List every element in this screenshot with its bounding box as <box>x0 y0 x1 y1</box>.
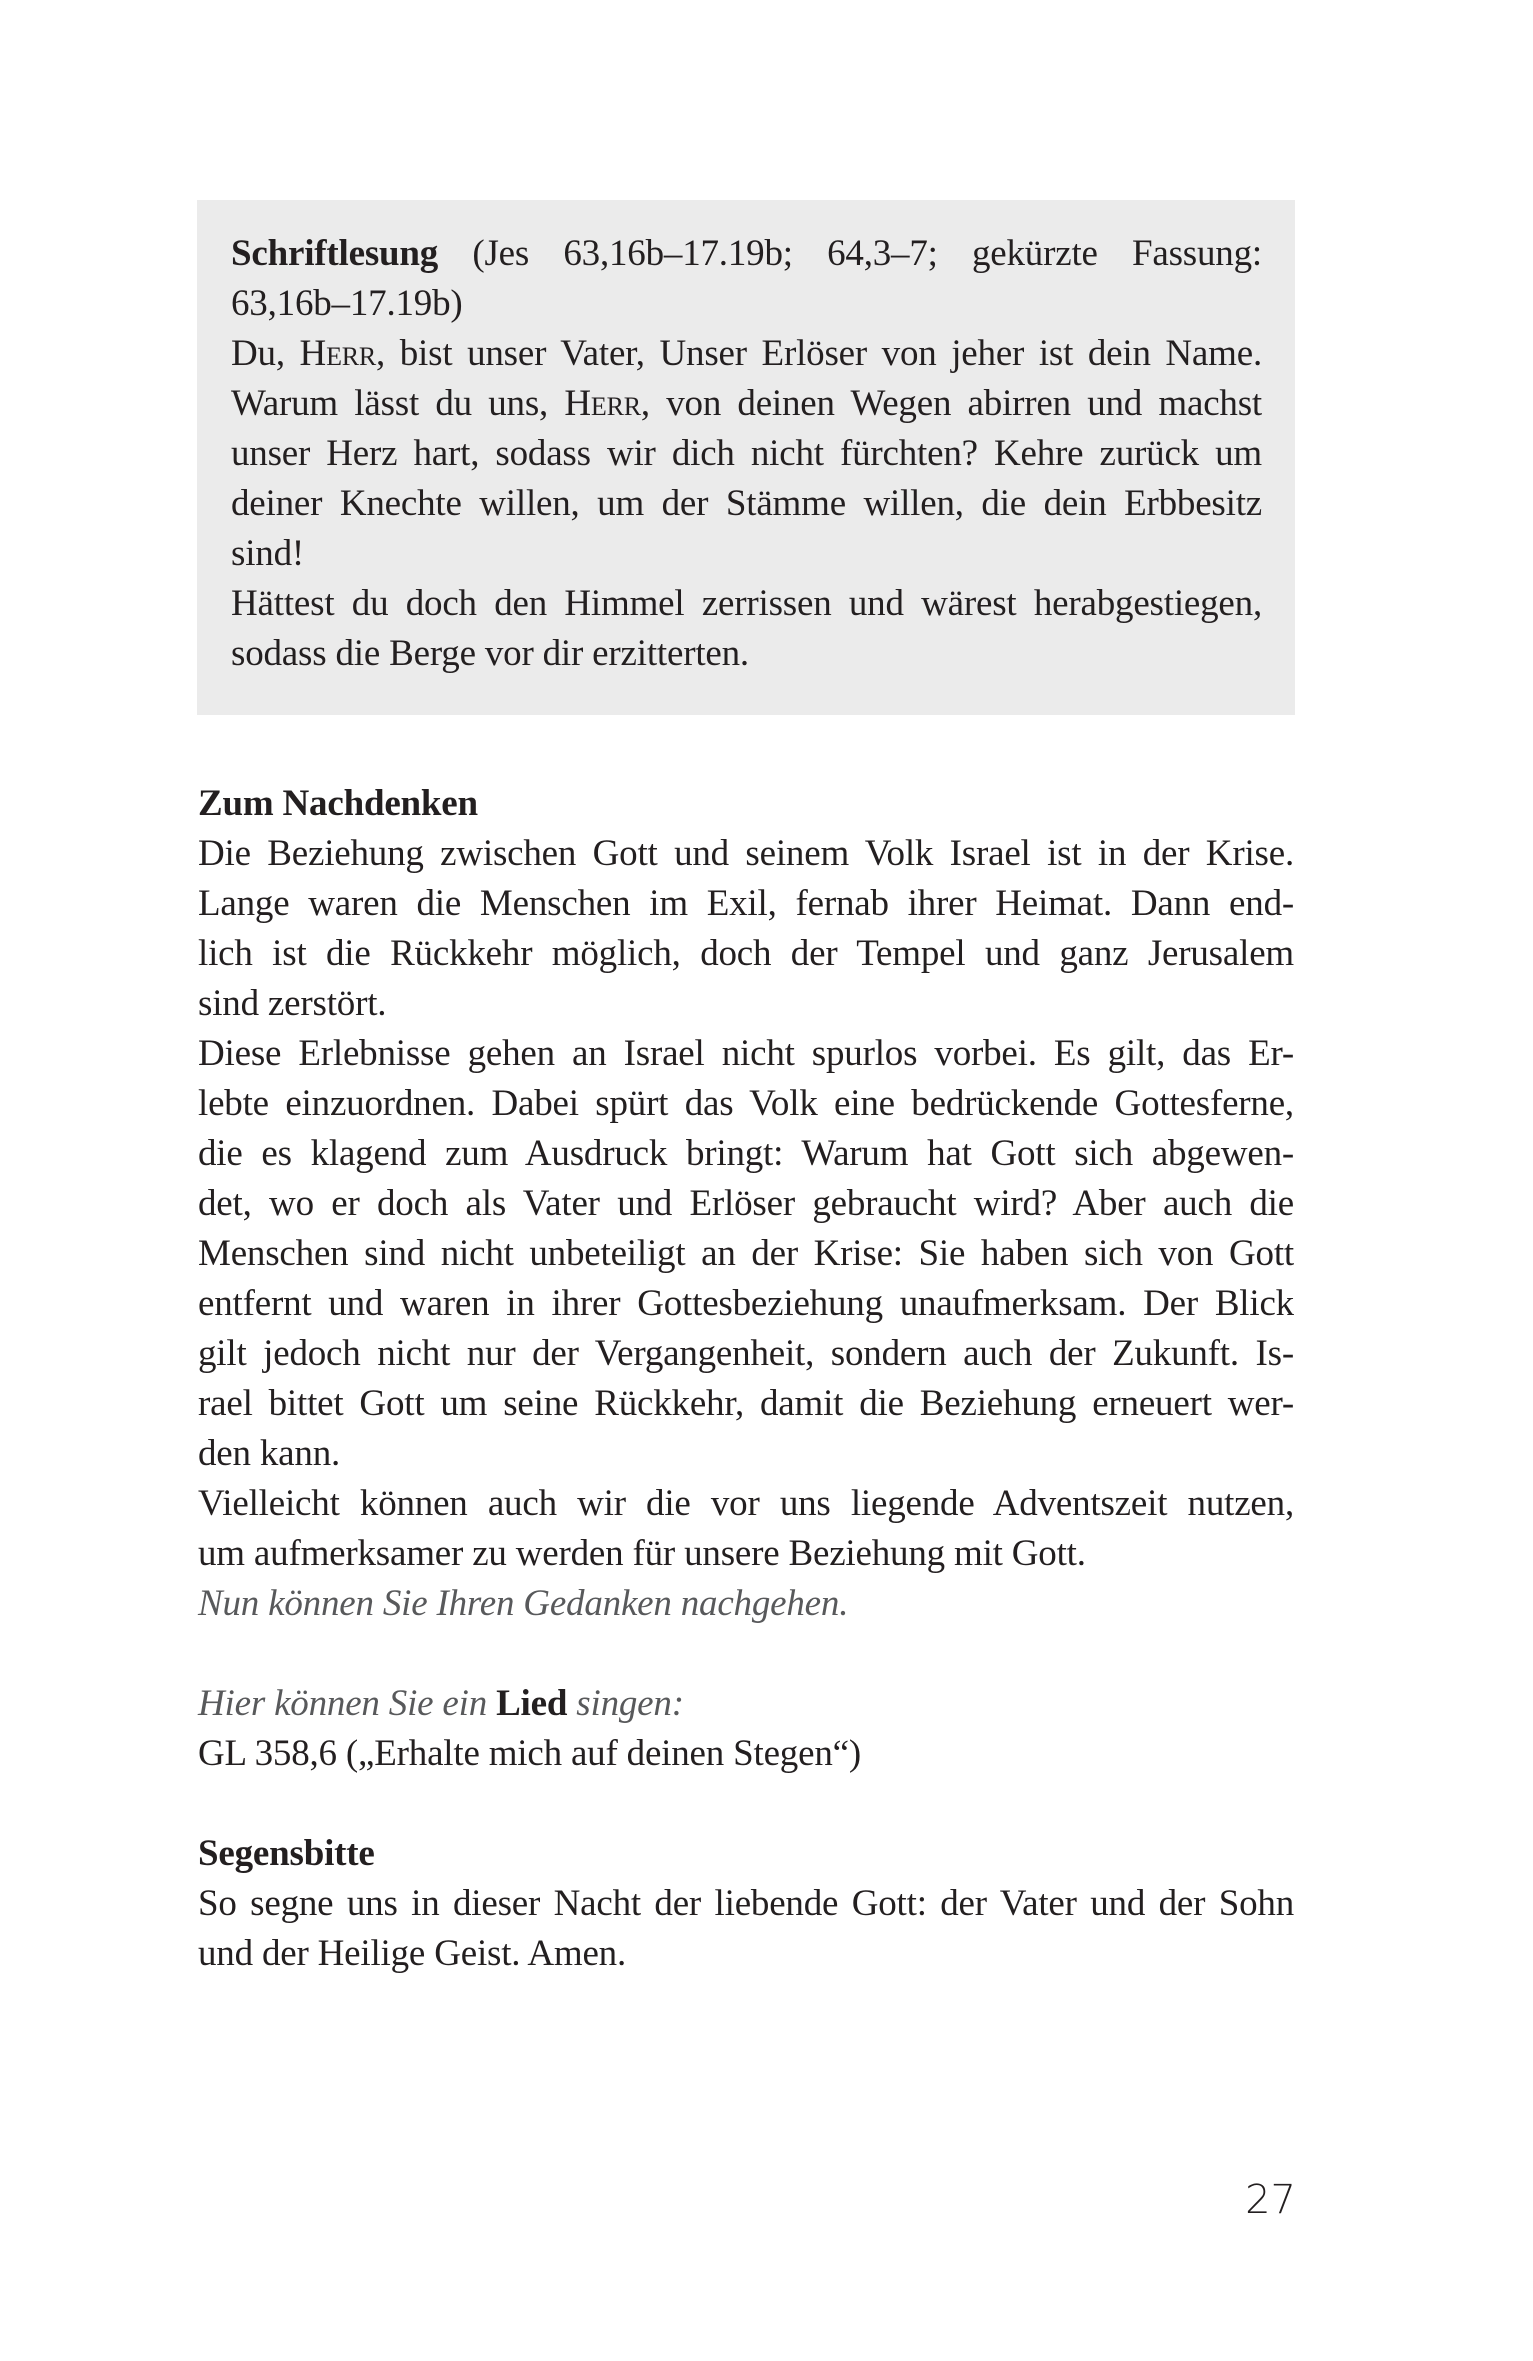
reading-text: Warum lässt du uns, <box>231 383 565 424</box>
reflection-line: entfernt und waren in ihrer Gottesbeziehung unaufmerksam. Der Blick <box>198 1283 1294 1324</box>
reflection-line: die es klagend zum Ausdruck bringt: Warum hat Gott sich abgewen- <box>198 1133 1294 1174</box>
reading-line: sind! <box>231 533 305 574</box>
reflection-line: Vielleicht können auch wir die vor uns liegende Adventszeit nutzen, <box>198 1483 1294 1524</box>
reflection-line: um aufmerksamer zu werden für unsere Beziehung mit Gott. <box>198 1533 1086 1574</box>
reading-heading: Schriftlesung <box>231 233 439 274</box>
divine-name-smallcaps: Herr <box>299 333 377 374</box>
reflection-line: den kann. <box>198 1433 341 1474</box>
reading-line: Hättest du doch den Himmel zerrissen und wärest herabgestiegen, <box>231 583 1262 624</box>
reflection-line: sind zerstört. <box>198 983 387 1024</box>
song-reference: GL 358,6 („Erhalte mich auf deinen Stegen“) <box>198 1733 861 1774</box>
spacer <box>198 1779 1294 1829</box>
reflection-instruction: Nun können Sie Ihren Gedanken nachgehen. <box>198 1583 849 1624</box>
blessing-line: So segne uns in dieser Nacht der liebende Gott: der Vater und der Sohn <box>198 1883 1294 1924</box>
reflection-line: Lange waren die Menschen im Exil, fernab ihrer Heimat. Dann end- <box>198 883 1294 924</box>
reading-reference-cont: 63,16b–17.19b) <box>231 283 463 324</box>
reading-reference: (Jes 63,16b–17.19b; 64,3–7; gekürzte Fassung: <box>472 233 1262 274</box>
reading-line <box>231 379 1262 429</box>
scripture-reading-box <box>197 200 1295 715</box>
reflection-line: gilt jedoch nicht nur der Vergangenheit, sondern auch der Zukunft. Is- <box>198 1333 1294 1374</box>
reflection-line: rael bittet Gott um seine Rückkehr, damit die Beziehung erneuert wer- <box>198 1383 1294 1424</box>
reading-text: , bist unser Vater, Unser Erlöser von jeher ist dein Name. <box>376 333 1262 374</box>
spacer <box>198 1629 1294 1679</box>
song-instruction <box>198 1679 1294 1729</box>
page-number: 27 <box>1245 2177 1296 2223</box>
reflection-line: Diese Erlebnisse gehen an Israel nicht spurlos vorbei. Es gilt, das Er- <box>198 1033 1294 1074</box>
song-instruction-text: Hier können Sie ein <box>198 1683 497 1724</box>
reading-line: unser Herz hart, sodass wir dich nicht fürchten? Kehre zurück um <box>231 433 1262 474</box>
blessing-heading: Segensbitte <box>198 1833 375 1874</box>
main-text <box>198 779 1294 1979</box>
reflection-line: det, wo er doch als Vater und Erlöser gebraucht wird? Aber auch die <box>198 1183 1294 1224</box>
reading-line: deiner Knechte willen, um der Stämme willen, die dein Erbbesitz <box>231 483 1262 524</box>
reading-text: , von deinen Wegen abirren und machst <box>640 383 1262 424</box>
reading-line <box>231 329 1262 379</box>
reading-line: sodass die Berge vor dir erzitterten. <box>231 633 749 674</box>
reading-text: Du, <box>231 333 300 374</box>
song-label: Lied <box>496 1683 568 1724</box>
reflection-heading: Zum Nachdenken <box>198 783 478 824</box>
blessing-line: und der Heilige Geist. Amen. <box>198 1933 627 1974</box>
song-instruction-text: singen: <box>567 1683 684 1724</box>
reflection-line: Menschen sind nicht unbeteiligt an der Krise: Sie haben sich von Gott <box>198 1233 1294 1274</box>
reflection-line: lich ist die Rückkehr möglich, doch der Tempel und ganz Jerusalem <box>198 933 1294 974</box>
reflection-line: lebte einzuordnen. Dabei spürt das Volk eine bedrückende Gottesferne, <box>198 1083 1294 1124</box>
divine-name-smallcaps: Herr <box>564 383 641 424</box>
reflection-line: Die Beziehung zwischen Gott und seinem Volk Israel ist in der Krise. <box>198 833 1294 874</box>
reading-heading-line <box>231 229 1262 279</box>
